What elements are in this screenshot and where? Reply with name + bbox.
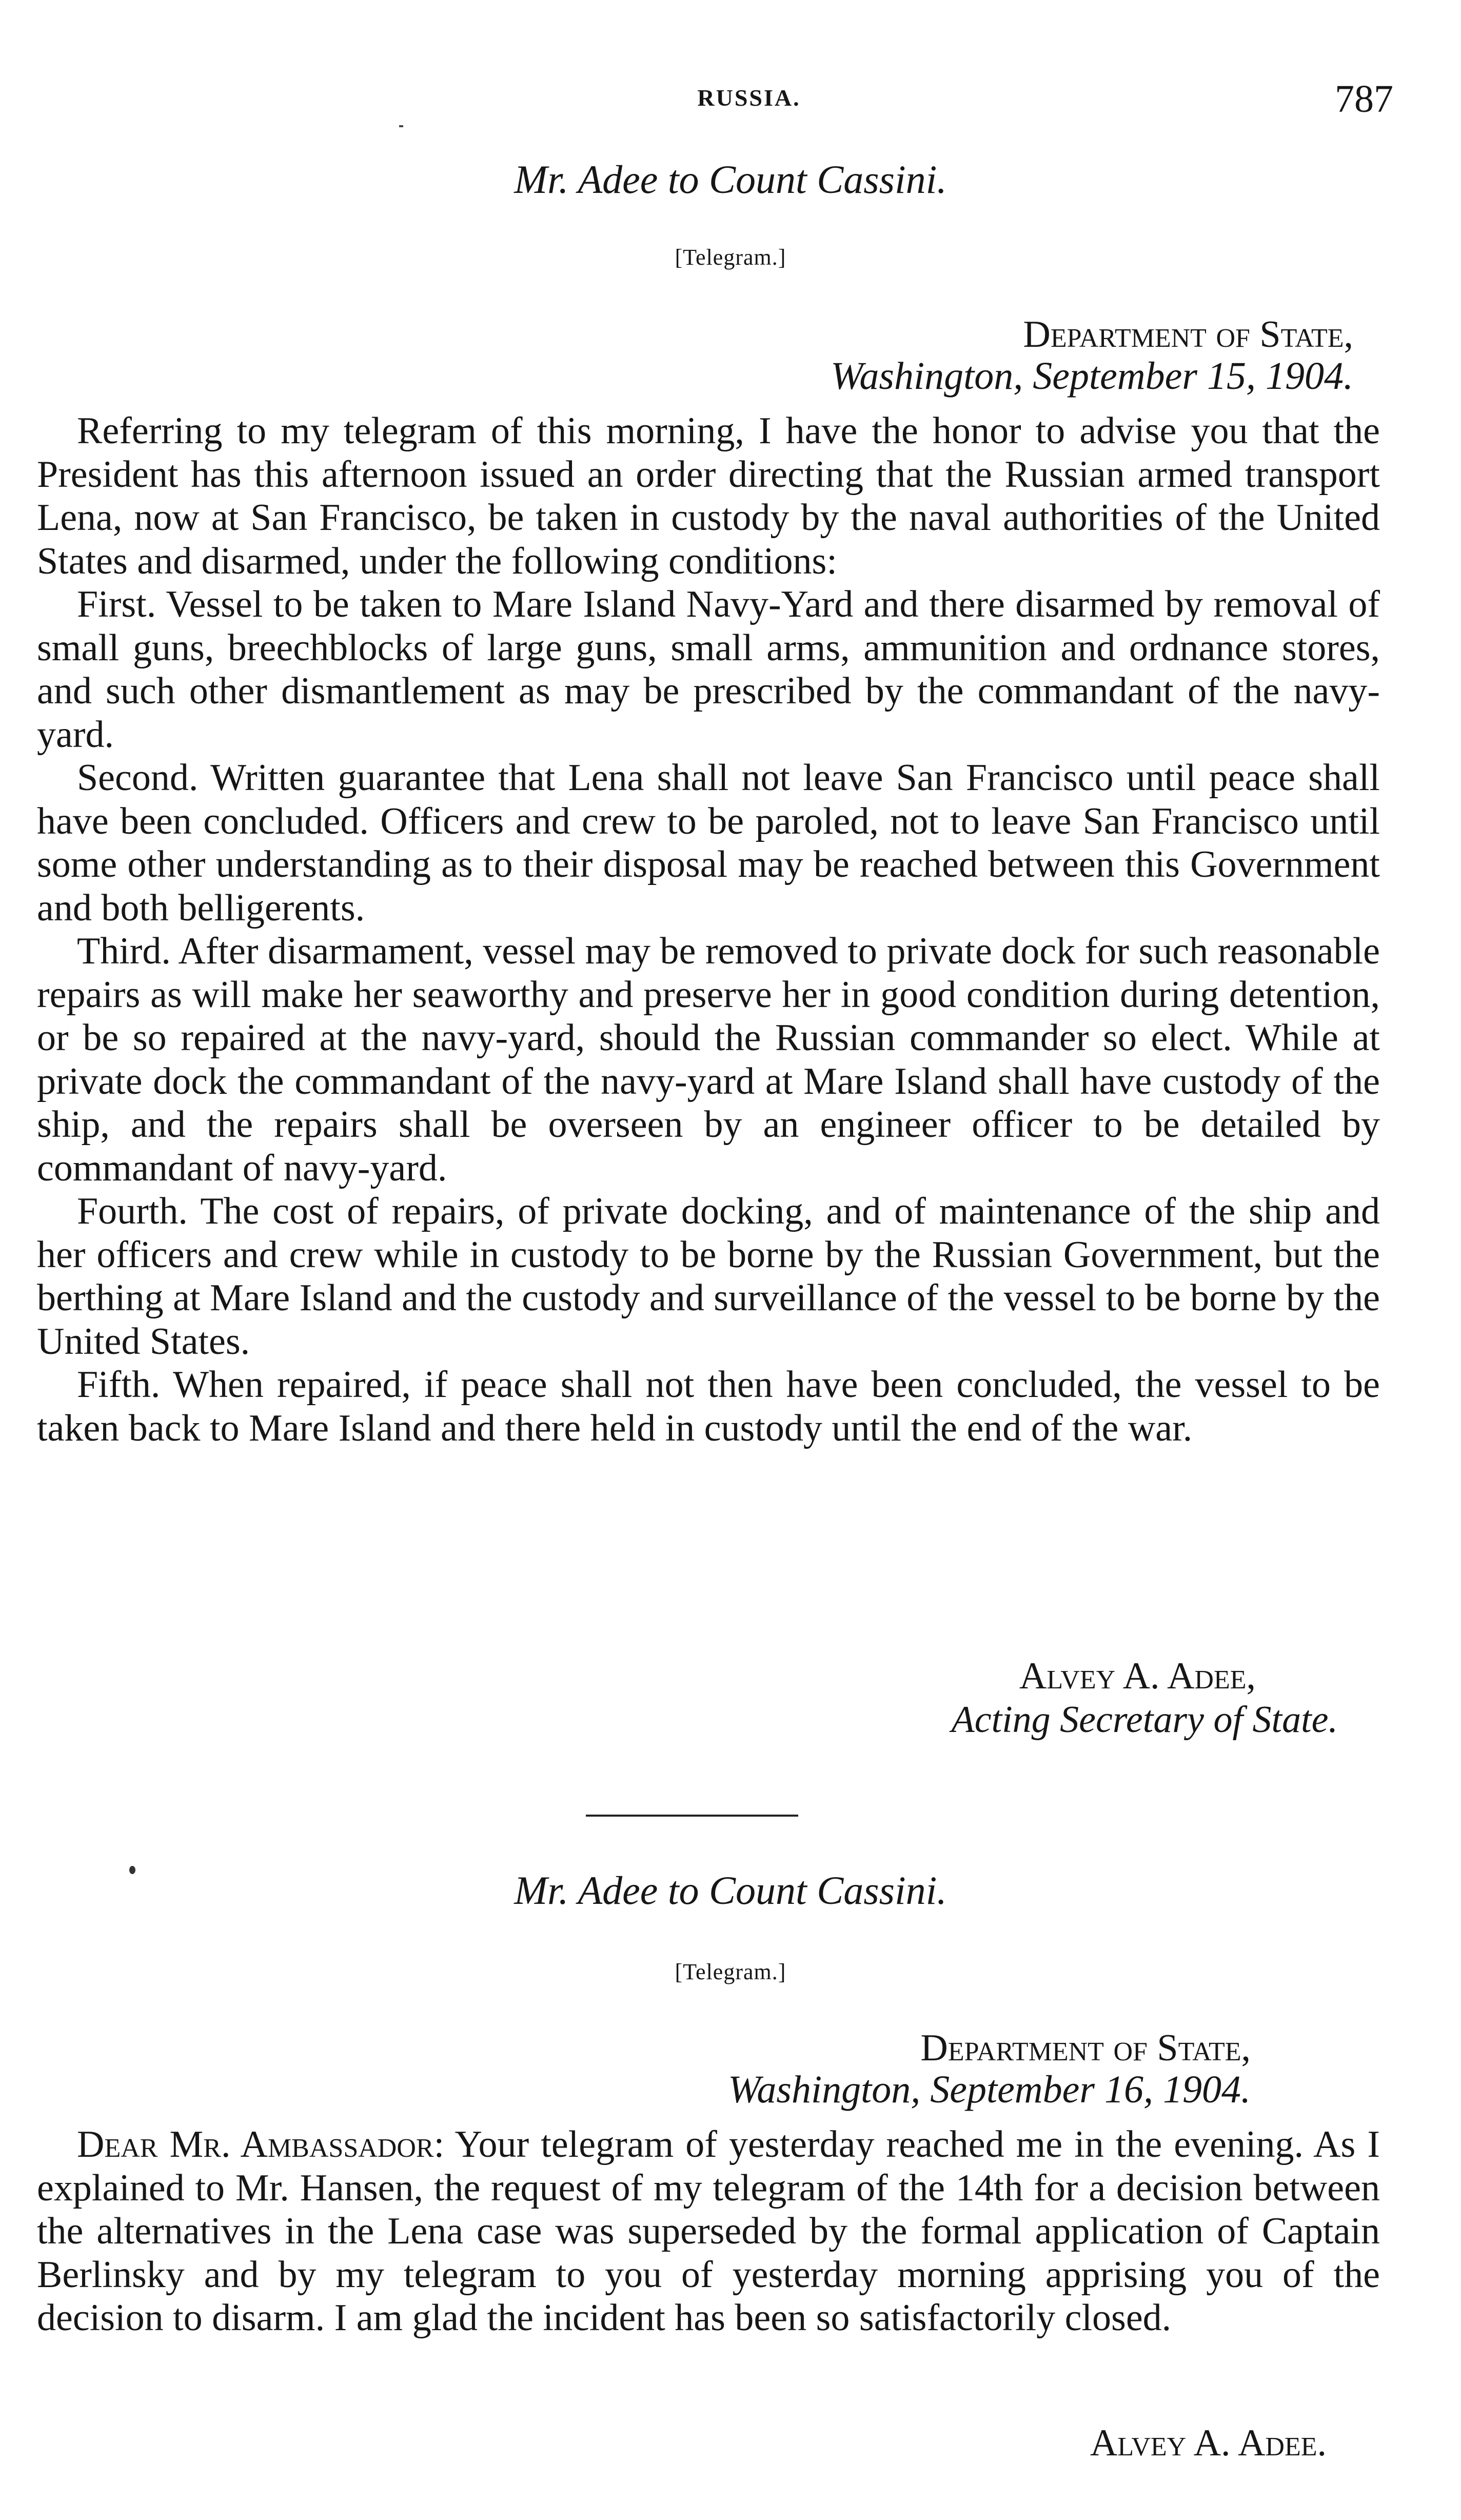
doc2-body <box>37 2123 1380 2340</box>
doc1-paragraph-second: Second. Written guarantee that Lena shall not leave San Francisco until peace shall have been concluded. Officers and crew to be paroled, not to leave San Francisco until some other understanding as to their disposal may be reached between this Government and both belligerents. <box>37 757 1380 929</box>
print-mark <box>399 125 403 127</box>
doc1-paragraph-intro: Referring to my telegram of this morning, I have the honor to advise you that the President has this afternoon issued an order directing that the Russian armed transport Lena, now at San Francisco, be taken in custody by the naval authorities of the United States and disarmed, under the following conditions: <box>37 410 1380 582</box>
doc2-type-tag: [Telegram.] <box>675 1959 786 1984</box>
doc1-heading: Mr. Adee to Count Cassini. <box>514 157 947 202</box>
doc1-place-date: Washington, September 15, 1904. <box>831 355 1353 398</box>
doc2-paragraph <box>37 2123 1380 2340</box>
doc1-paragraph-third: Third. After disarmament, vessel may be removed to private dock for such reasonable repairs as will make her seaworthy and preserve her in good condition during detention, or be so repaired at the navy-yard, should the Russian commander so elect. While at private dock the commandant of the navy-yard at Mare Island shall have custody of the ship, and the repairs shall be overseen by an engineer officer to be detailed by commandant of navy-yard. <box>37 930 1380 1189</box>
doc2-department: Department of State, <box>920 2027 1251 2069</box>
doc2-salutation: Dear Mr. Ambassador: <box>77 2123 445 2165</box>
doc2-paragraph-text: Your telegram of yesterday reached me in the evening. As I explained to Mr. Hansen, the request of my telegram of the 14th for a decision between the alternatives in the Lena case was superseded by the formal application of Captain Berlinsky and by my telegram to you of yesterday morning apprising you of the decision to disarm. I am glad the incident has been so satisfactorily closed. <box>37 2123 1380 2339</box>
page-number: 787 <box>1335 77 1393 121</box>
doc1-paragraph-fifth: Fifth. When repaired, if peace shall not then have been concluded, the vessel to be taken back to Mare Island and there held in custody until the end of the war. <box>37 1364 1380 1449</box>
running-title: RUSSIA. <box>697 85 801 111</box>
doc1-paragraph-first: First. Vessel to be taken to Mare Island Navy-Yard and there disarmed by removal of small guns, breechblocks of large guns, small arms, ammunition and ordnance stores, and such other dismantlement as may be prescribed by the commandant of the navy-yard. <box>37 583 1380 756</box>
doc1-paragraph-fourth: Fourth. The cost of repairs, of private docking, and of maintenance of the ship and her officers and crew while in custody to be borne by the Russian Government, but the berthing at Mare Island and the custody and surveillance of the vessel to be borne by the United States. <box>37 1190 1380 1363</box>
doc1-body <box>37 409 1380 1450</box>
doc1-signature-name: Alvey A. Adee, <box>1019 1655 1256 1697</box>
doc2-signature-name: Alvey A. Adee. <box>1090 2422 1327 2464</box>
doc2-heading: Mr. Adee to Count Cassini. <box>514 1868 947 1913</box>
section-divider <box>586 1815 798 1817</box>
doc1-department: Department of State, <box>1023 313 1353 356</box>
doc1-type-tag: [Telegram.] <box>675 245 786 270</box>
doc2-place-date: Washington, September 16, 1904. <box>728 2068 1251 2111</box>
doc1-signature-title: Acting Secretary of State. <box>951 1699 1338 1741</box>
